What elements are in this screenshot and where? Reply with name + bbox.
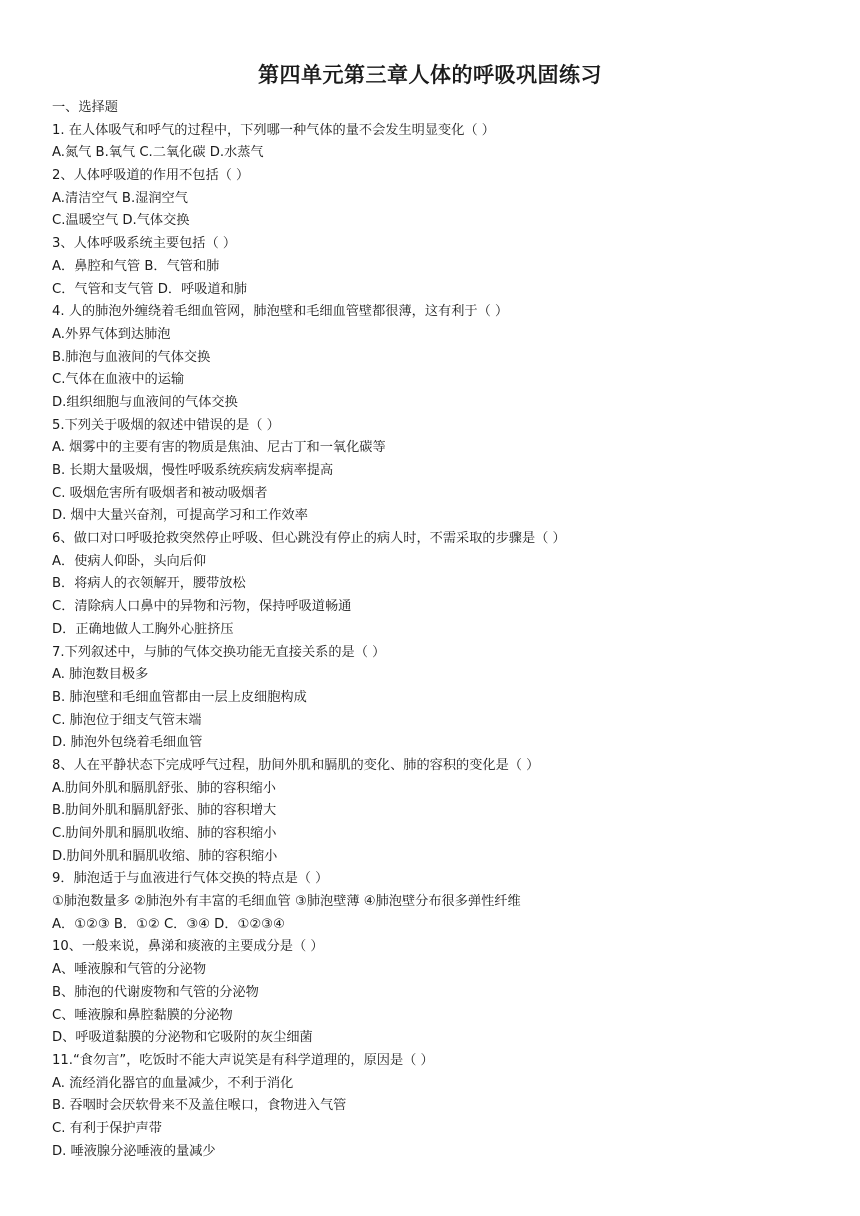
text-line: B.肺泡与血液间的气体交换 — [52, 349, 211, 365]
text-line: 4. 人的肺泡外缠绕着毛细血管网，肺泡壁和毛细血管壁都很薄，这有利于（ ） — [52, 304, 509, 320]
text-line: D．正确地做人工胸外心脏挤压 — [52, 621, 234, 637]
text-line: A．①②③ B．①② C．③④ D．①②③④ — [52, 916, 285, 932]
text-line: 10、一般来说，鼻涕和痰液的主要成分是（ ） — [52, 939, 324, 955]
text-line: A.清洁空气 B.湿润空气 — [52, 190, 188, 206]
text-line: C．气管和支气管 D．呼吸道和肺 — [52, 281, 247, 297]
text-line: A. 烟雾中的主要有害的物质是焦油、尼古丁和一氧化碳等 — [52, 440, 386, 456]
text-line: C.肋间外肌和膈肌收缩、肺的容积缩小 — [52, 826, 277, 841]
text-line: C. 肺泡位于细支气管末端 — [52, 712, 202, 728]
text-line: A、唾液腺和气管的分泌物 — [52, 962, 207, 978]
text-line: 5.下列关于吸烟的叙述中错误的是（ ） — [52, 417, 280, 433]
text-line: D. 唾液腺分泌唾液的量减少 — [52, 1143, 216, 1159]
text-line: 3、人体呼吸系统主要包括（ ） — [52, 236, 237, 252]
text-line: 2、人体呼吸道的作用不包括（ ） — [52, 168, 250, 184]
text-line: D.肋间外肌和膈肌收缩、肺的容积缩小 — [52, 848, 278, 864]
text-line: A.外界气体到达肺泡 — [52, 326, 171, 342]
text-line: A．使病人仰卧，头向后仰 — [52, 553, 207, 569]
text-line: C．清除病人口鼻中的异物和污物，保持呼吸道畅通 — [52, 599, 352, 615]
text-line: C.气体在血液中的运输 — [52, 372, 185, 388]
text-line: B. 长期大量吸烟，慢性呼吸系统疾病发病率提高 — [52, 463, 334, 478]
text-line: B. 肺泡壁和毛细血管都由一层上皮细胞构成 — [52, 689, 307, 705]
text-line: C、唾液腺和鼻腔黏膜的分泌物 — [52, 1007, 233, 1023]
text-line: A.肋间外肌和膈肌舒张、肺的容积缩小 — [52, 780, 276, 796]
text-line: 8、人在平静状态下完成呼气过程，肋间外肌和膈肌的变化、肺的容积的变化是（ ） — [52, 757, 540, 773]
text-line: C.温暖空气 D.气体交换 — [52, 213, 190, 229]
text-line: 7.下列叙述中，与肺的气体交换功能无直接关系的是（ ） — [52, 644, 386, 660]
question-list — [52, 97, 832, 1163]
text-line: D. 肺泡外包绕着毛细血管 — [52, 735, 203, 751]
text-line: D、呼吸道黏膜的分泌物和它吸附的灰尘细菌 — [52, 1030, 313, 1046]
text-line: B．将病人的衣领解开，腰带放松 — [52, 576, 246, 592]
text-line: 一、选择题 — [52, 100, 118, 115]
text-line: C. 吸烟危害所有吸烟者和被动吸烟者 — [52, 485, 268, 501]
text-line: 6、做口对口呼吸抢救突然停止呼吸、但心跳没有停止的病人时，不需采取的步骤是（ ） — [52, 531, 566, 547]
text-line: A．鼻腔和气管 B．气管和肺 — [52, 258, 220, 274]
text-line: B、肺泡的代谢废物和气管的分泌物 — [52, 984, 259, 1000]
text-line: D.组织细胞与血液间的气体交换 — [52, 394, 238, 410]
text-line: A. 肺泡数目极多 — [52, 667, 149, 683]
text-line: D. 烟中大量兴奋剂，可提高学习和工作效率 — [52, 508, 308, 524]
text-line: 11.“食勿言”，吃饭时不能大声说笑是有科学道理的，原因是（ ） — [52, 1052, 434, 1068]
text-line: A. 流经消化器官的血量减少，不利于消化 — [52, 1075, 294, 1091]
text-line: C. 有利于保护声带 — [52, 1120, 162, 1136]
document-title: 第四单元第三章人体的呼吸巩固练习 — [258, 63, 602, 87]
text-line: 9．肺泡适于与血液进行气体交换的特点是（ ） — [52, 871, 329, 887]
text-line: B.肋间外肌和膈肌舒张、肺的容积增大 — [52, 803, 277, 819]
text-line: A.氮气 B.氧气 C.二氧化碳 D.水蒸气 — [52, 145, 264, 161]
text-line: ①肺泡数量多 ②肺泡外有丰富的毛细血管 ③肺泡壁薄 ④肺泡壁分布很多弹性纤维 — [52, 894, 521, 910]
text-line: B. 吞咽时会厌软骨来不及盖住喉口，食物进入气管 — [52, 1098, 347, 1114]
text-line: 1. 在人体吸气和呼气的过程中，下列哪一种气体的量不会发生明显变化（ ） — [52, 122, 495, 138]
